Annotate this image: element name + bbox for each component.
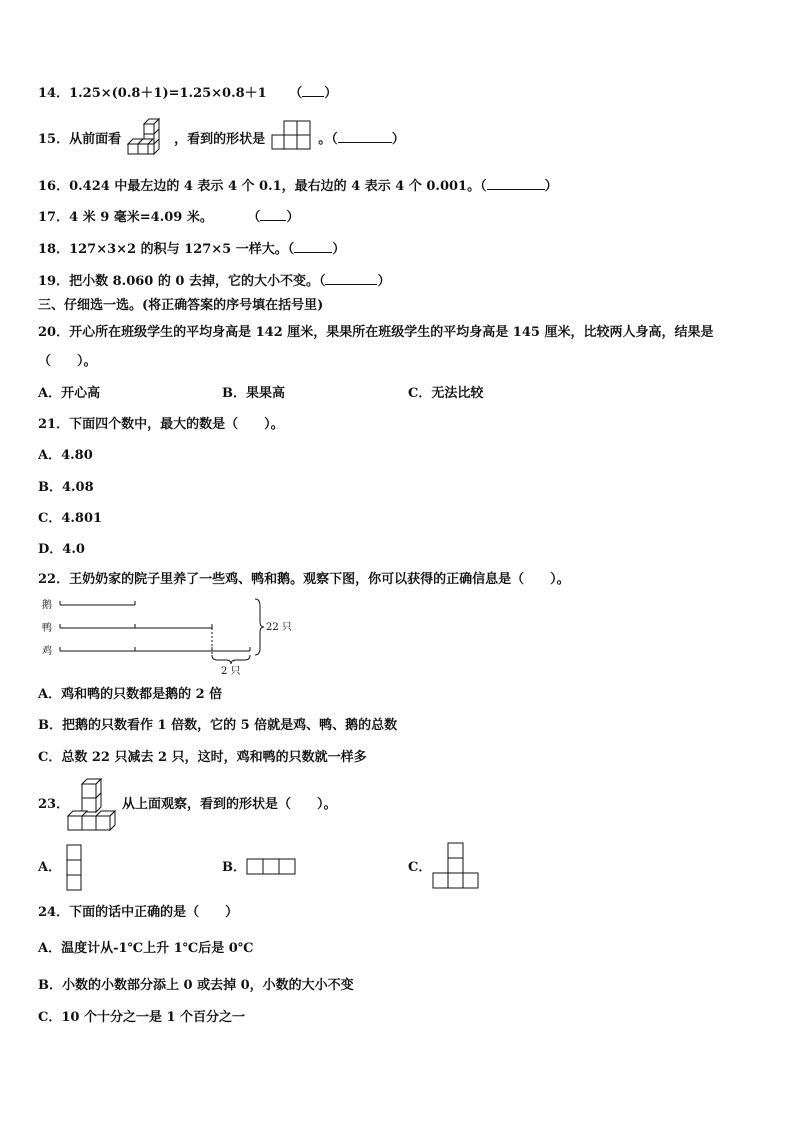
question-20-line2: （ ）。: [38, 354, 97, 369]
cube-structure-figure: [66, 778, 122, 832]
option-a[interactable]: A．4.80: [38, 448, 93, 463]
question-18: 18．127×3×2 的积与 127×5 一样大。（ ）: [38, 242, 346, 257]
option-c[interactable]: C．总数 22 只减去 2 只，这时，鸡和鸭的只数就一样多: [38, 750, 367, 765]
option-c[interactable]: C．: [408, 860, 432, 875]
option-a[interactable]: A．鸡和鸭的只数都是鹅的 2 倍: [38, 687, 223, 702]
answer-blank[interactable]: [294, 240, 332, 253]
question-17: 17．4 米 9 毫米=4.09 米。 （ ）: [38, 210, 300, 225]
answer-blank[interactable]: [302, 84, 324, 97]
section-title: 三、仔细选一选。(将正确答案的序号填在括号里): [38, 298, 324, 313]
answer-blank[interactable]: [338, 130, 392, 143]
question-14: 14．1.25×(0.8＋1)=1.25×0.8＋1 （ ）: [38, 86, 338, 101]
question-20: 20．开心所在班级学生的平均身高是 142 厘米，果果所在班级学生的平均身高是 145 厘米，比较两人身高，结果是: [38, 325, 714, 340]
option-a[interactable]: A．温度计从-1℃上升 1℃后是 0℃: [38, 941, 254, 956]
option-b[interactable]: B．4.08: [38, 480, 94, 495]
front-view-shape: [272, 120, 312, 158]
question-22: 22．王奶奶家的院子里养了一些鸡、鸭和鹅。观察下图，你可以获得的正确信息是（ ）。: [38, 572, 570, 587]
option-b[interactable]: B．把鹅的只数看作 1 倍数，它的 5 倍就是鸡、鸭、鹅的总数: [38, 718, 398, 733]
diagram-label-goose: 鹅: [42, 600, 52, 611]
diagram-label-duck: 鸭: [42, 623, 52, 634]
question-21: 21．下面四个数中，最大的数是（ ）。: [38, 417, 284, 432]
option-c[interactable]: C．4.801: [38, 511, 103, 526]
option-c[interactable]: C．10 个十分之一是 1 个百分之一: [38, 1010, 246, 1025]
cube-stack-figure: [126, 118, 166, 158]
segment-diagram: [40, 596, 310, 676]
question-23-number: 23．: [38, 797, 70, 812]
option-b[interactable]: B．小数的小数部分添上 0 或去掉 0，小数的大小不变: [38, 978, 354, 993]
diagram-diff: 2 只: [221, 666, 241, 677]
option-d[interactable]: D．4.0: [38, 542, 85, 557]
question-24: 24．下面的话中正确的是（ ）: [38, 905, 239, 920]
answer-blank[interactable]: [325, 272, 377, 285]
diagram-total: 22 只: [266, 622, 292, 633]
question-15: 15．从前面看 ，看到的形状是 。（ ）: [38, 132, 405, 147]
option-b-shape: [246, 858, 298, 878]
option-b[interactable]: B．果果高: [222, 386, 285, 401]
option-a[interactable]: A．开心高: [38, 386, 101, 401]
option-c[interactable]: C．无法比较: [408, 386, 484, 401]
option-a[interactable]: A．: [38, 860, 62, 875]
option-a-shape: [66, 844, 86, 892]
diagram-label-chicken: 鸡: [42, 646, 52, 657]
answer-blank[interactable]: [260, 208, 286, 221]
question-19: 19．把小数 8.060 的 0 去掉，它的大小不变。（ ）: [38, 274, 391, 289]
question-16: 16．0.424 中最左边的 4 表示 4 个 0.1，最右边的 4 表示 4 个 0.001。（ ）: [38, 179, 558, 194]
answer-blank[interactable]: [487, 177, 545, 190]
question-23: 从上面观察，看到的形状是（ ）。: [122, 797, 337, 812]
option-c-shape: [432, 842, 482, 892]
option-b[interactable]: B．: [222, 860, 246, 875]
